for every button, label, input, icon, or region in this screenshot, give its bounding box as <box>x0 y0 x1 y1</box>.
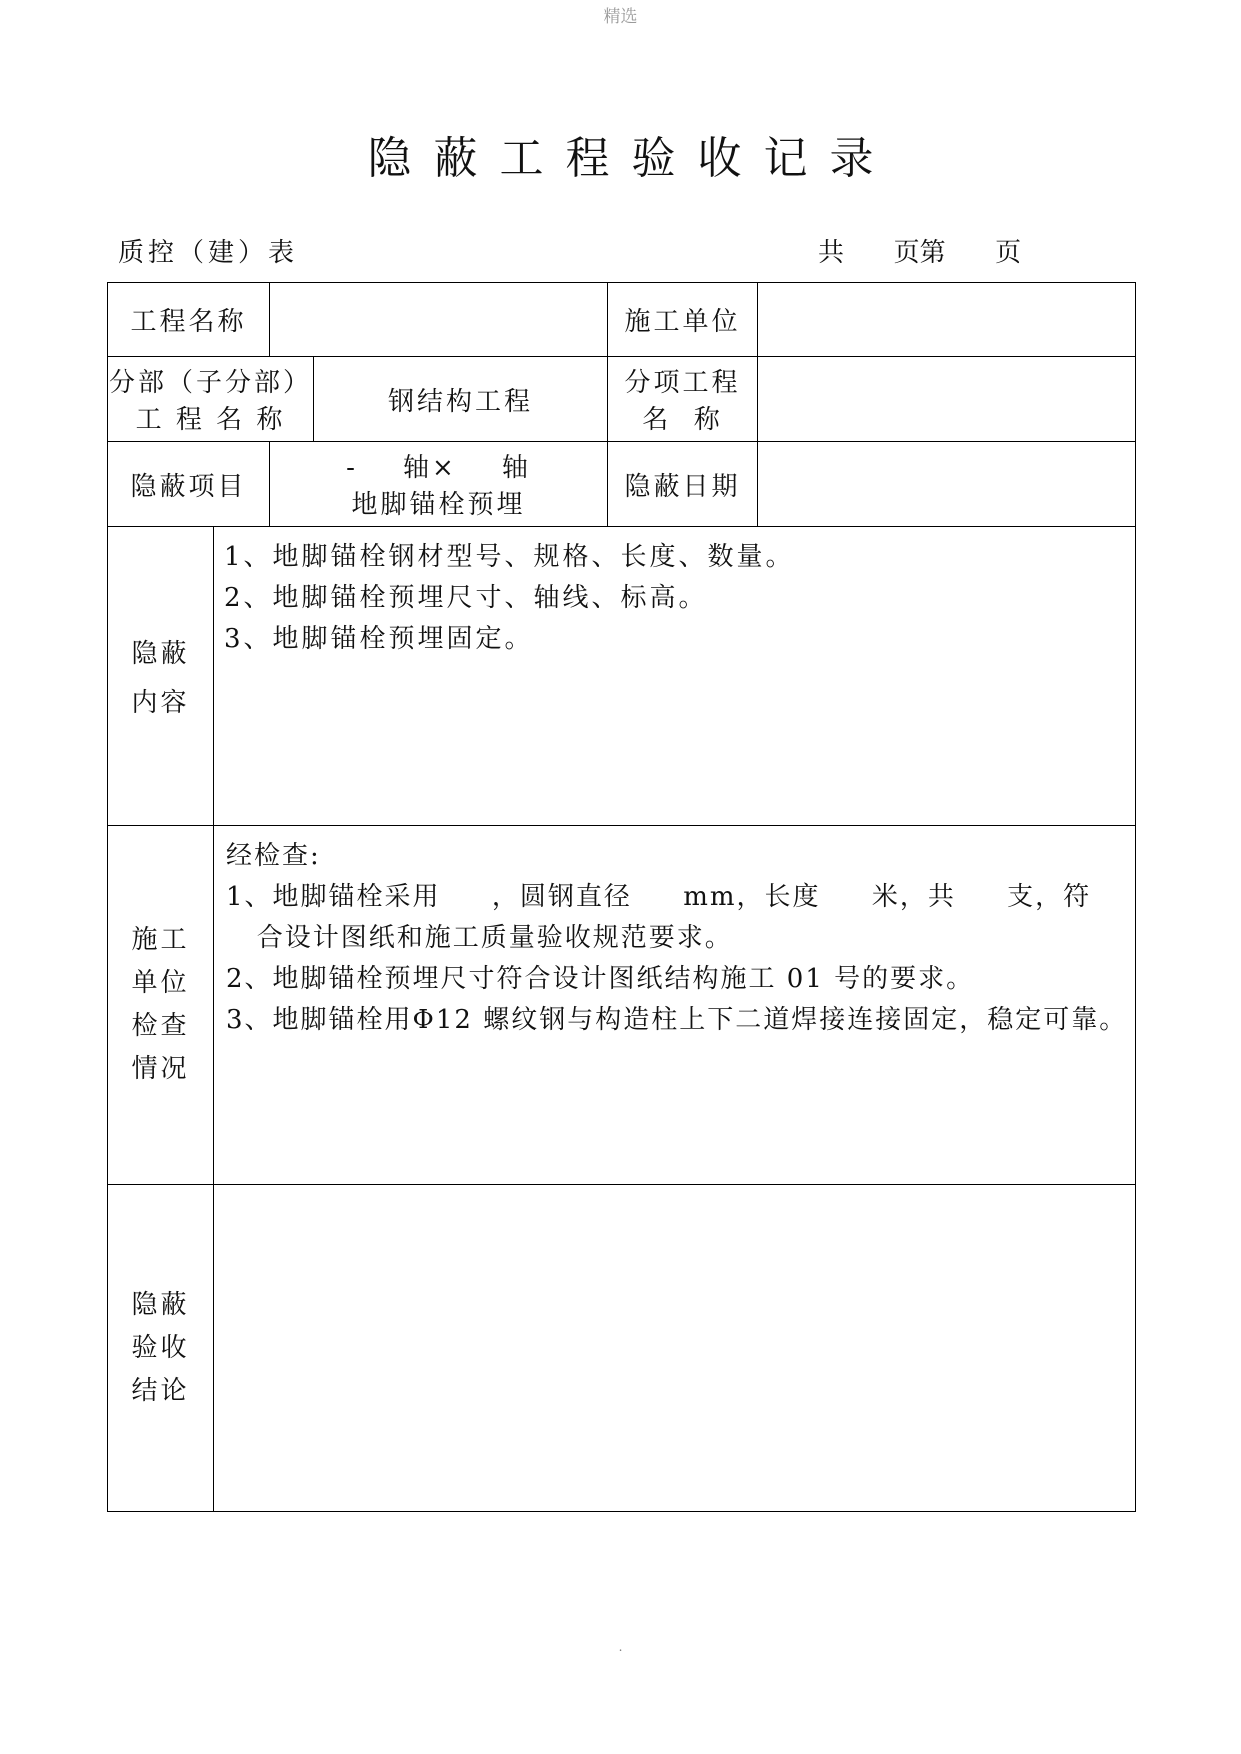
page-info: 共 页第 页 <box>818 238 1022 268</box>
hidden-content-item: 3、地脚锚栓预埋固定。 <box>224 624 534 654</box>
sub-division-value[interactable] <box>313 356 608 442</box>
form-code: 质控（建）表 <box>118 238 299 268</box>
hidden-item-label <box>107 441 270 527</box>
construction-unit-value[interactable] <box>757 282 1136 357</box>
sub-item-value[interactable] <box>757 356 1136 442</box>
inspection-label <box>107 825 214 1185</box>
conclusion-label-line: 隐蔽 <box>131 1289 190 1320</box>
sub-item-label <box>607 356 758 442</box>
inspection-label-line: 检查 <box>131 1011 190 1041</box>
inspection-line: 2、地脚锚栓预埋尺寸符合设计图纸结构施工 01 号的要求。 <box>226 964 975 994</box>
inspection-line: 3、地脚锚栓用Φ12 螺纹钢与构造柱上下二道焊接连接固定，稳定可靠。 <box>226 1005 1128 1035</box>
document-title: 隐蔽工程验收记录 <box>367 133 896 184</box>
project-name-label <box>107 282 270 357</box>
inspection-label-line: 单位 <box>131 968 190 998</box>
construction-unit-label-text: 施工单位 <box>624 307 741 337</box>
sub-item-label-line-1: 分项工程 <box>624 368 741 398</box>
conclusion-label-line: 结论 <box>131 1375 190 1406</box>
sub-division-label <box>107 356 314 442</box>
hidden-date-label-text: 隐蔽日期 <box>624 471 741 502</box>
conclusion-label <box>107 1184 214 1512</box>
hidden-date-label <box>607 441 758 527</box>
inspection-line: 合设计图纸和施工质量验收规范要求。 <box>226 923 733 953</box>
hidden-date-value[interactable] <box>757 441 1136 527</box>
hidden-content-item: 1、地脚锚栓钢材型号、规格、长度、数量。 <box>224 542 795 572</box>
inspection-label-line: 情况 <box>131 1054 190 1084</box>
hidden-content-label-line: 内容 <box>131 688 190 718</box>
watermark: 精选 <box>603 7 638 27</box>
hidden-item-value-line-1: - 轴× 轴 <box>346 453 531 483</box>
project-name-value[interactable] <box>269 282 608 357</box>
conclusion-label-line: 验收 <box>131 1332 190 1363</box>
hidden-content-label <box>107 526 214 826</box>
hidden-content-body[interactable] <box>213 526 1136 826</box>
hidden-content-label-line: 隐蔽 <box>131 639 190 669</box>
sub-division-value-text: 钢结构工程 <box>387 386 533 417</box>
inspection-body[interactable] <box>213 825 1136 1185</box>
inspection-label-line: 施工 <box>131 925 190 955</box>
hidden-content-item: 2、地脚锚栓预埋尺寸、轴线、标高。 <box>224 583 708 613</box>
sub-division-label-line-1: 分部（子分部） <box>108 368 312 398</box>
inspection-line: 1、地脚锚栓采用 ，圆钢直径 mm，长度 米，共 支，符 <box>226 882 1092 912</box>
hidden-item-label-text: 隐蔽项目 <box>130 471 247 502</box>
hidden-item-value[interactable] <box>269 441 608 527</box>
inspection-line: 经检查: <box>226 841 321 871</box>
conclusion-body[interactable] <box>213 1184 1136 1512</box>
project-name-label-text: 工程名称 <box>130 307 247 337</box>
sub-item-label-line-2: 名 称 <box>642 405 723 435</box>
hidden-item-value-line-2: 地脚锚栓预埋 <box>351 490 526 520</box>
construction-unit-label <box>607 282 758 357</box>
sub-division-label-line-2: 工 程 名 称 <box>135 405 286 435</box>
footer-mark: . <box>618 1640 623 1654</box>
